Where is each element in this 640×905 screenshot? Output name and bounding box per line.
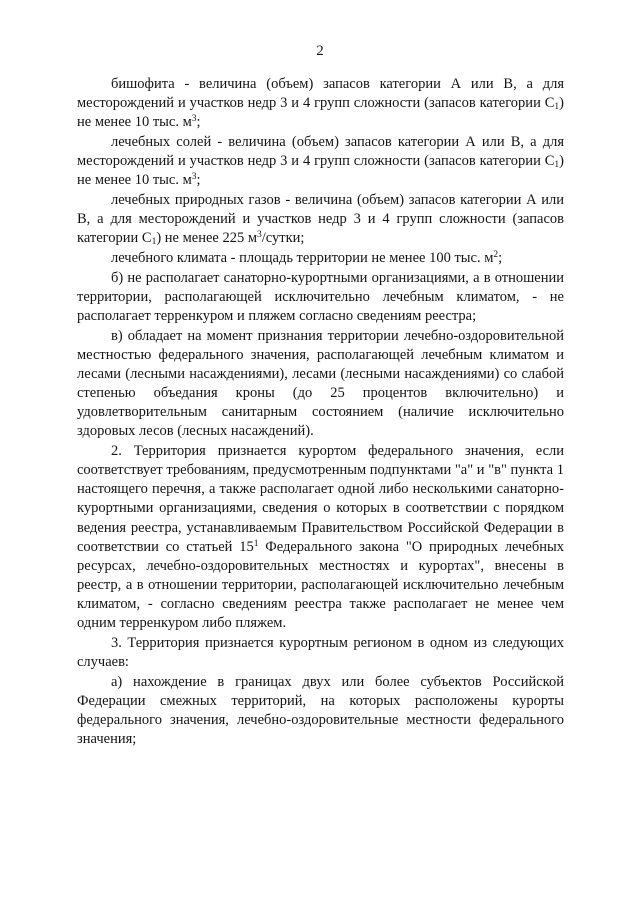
- paragraph: лечебных природных газов - величина (объем) запасов категории А или В, а для месторождений и участков недр 3 и 4 групп сложности (запасов категории $С_1$) не менее 225 $м^3$/сутки;: [77, 191, 564, 248]
- subscript: 1: [554, 102, 560, 113]
- superscript: 3: [191, 172, 197, 183]
- paragraph: 2. Территория признается курортом федерального значения, если соответствует требованиям, предусмотренным подпунктами "а" и "в" пункта 1 настоящего перечня, а также располагает одной либо несколькими санаторно-курортными организациями, сведения о которых в соответствии с порядком ведения реестра, устанавливаемым Правительством Российской Федерации в соответствии со статьей $15^1$ Федерального закона "О природных лечебных ресурсах, лечебно-оздоровительных местностях и курортах", внесены в реестр, а в отношении территории, располагающей исключительно лечебным климатом, - согласно сведениям реестра также располагает не менее чем одним терренкуром либо пляжем.: [77, 442, 564, 632]
- paragraph: в) обладает на момент признания территории лечебно-оздоровительной местностью федерального значения, располагающей лечебным климатом и лесами (лесными насаждениями), лесами (лесными насаждениями) со слабой степенью объедания кроны (до 25 процентов включительно) и удовлетворительным санитарным состоянием (наличие исключительно здоровых лесов (лесных насаждений).: [77, 327, 564, 440]
- superscript: 2: [493, 249, 499, 260]
- paragraph: б) не располагает санаторно-курортными организациями, а в отношении территории, располагающей исключительно лечебным климатом, - не располагает терренкуром и пляжем согласно сведениям реестра;: [77, 269, 564, 324]
- superscript: 1: [253, 538, 259, 549]
- superscript: 3: [191, 114, 197, 125]
- paragraph: лечебных солей - величина (объем) запасов категории А или В, а для месторождений и участков недр 3 и 4 групп сложности (запасов категории $С_1$) не менее 10 тыс. $м^3$;: [77, 133, 564, 189]
- page-number: 2: [316, 43, 324, 59]
- paragraph: а) нахождение в границах двух или более субъектов Российской Федерации смежных территорий, на которых расположены курорты федерального значения, лечебно-оздоровительные местности федерального значения;: [77, 673, 564, 748]
- paragraph: бишофита - величина (объем) запасов категории А или В, а для месторождений и участков недр 3 и 4 групп сложности (запасов категории $С_1$) не менее 10 тыс. $м^3$;: [77, 76, 564, 131]
- subscript: 1: [151, 237, 157, 248]
- paragraph: 3. Территория признается курортным регионом в одном из следующих случаев:: [77, 635, 564, 671]
- document-body: [77, 75, 564, 750]
- subscript: 1: [554, 160, 560, 171]
- paragraph: лечебного климата - площадь территории не менее 100 тыс. $м^2$;: [111, 249, 503, 266]
- superscript: 3: [257, 230, 262, 241]
